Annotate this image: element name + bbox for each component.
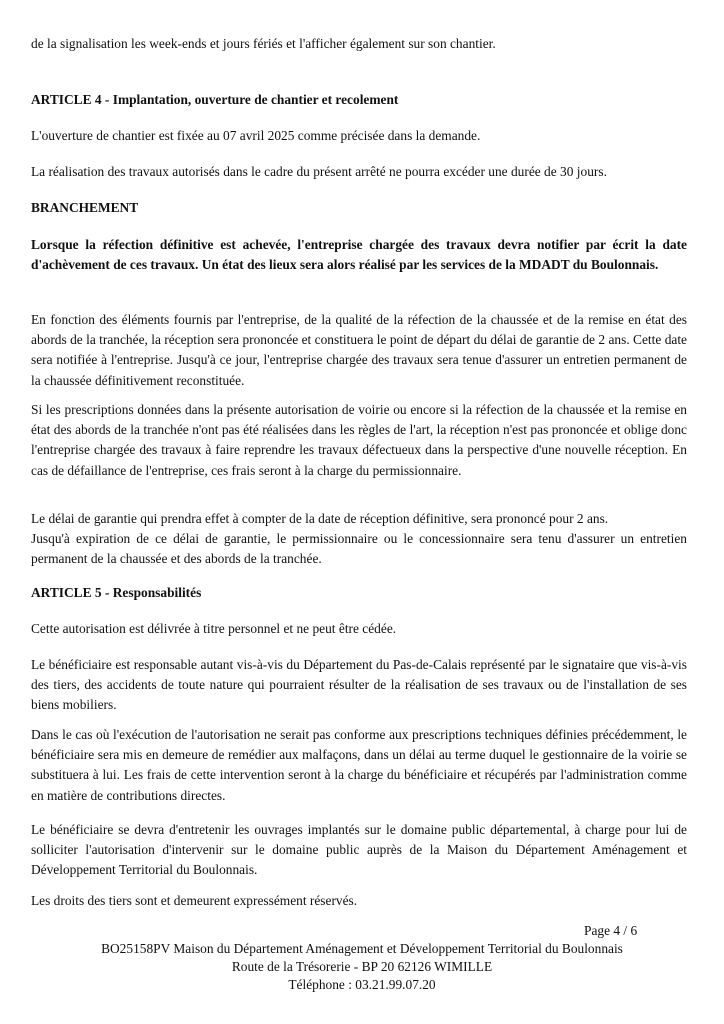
paragraph-execution-autorisation: Dans le cas où l'exécution de l'autorisation ne serait pas conforme aux prescriptions techniques définies précédemment, le bénéficiaire sera mis en demeure de remédier aux malfaçons, dans un délai au terme duquel le gestionnaire de la voirie se substituera à lui. Les frais de cette intervention seront à la charge du bénéficiaire et récupérés par l'administration comme en matière de contributions directes. [31,727,687,803]
footer-address-line-1: BO25158PV Maison du Département Aménagement et Développement Territorial du Boulonnais [101,941,623,956]
paragraph-elements-fournis: En fonction des éléments fournis par l'entreprise, de la qualité de la réfection de la chaussée et de la remise en état des abords de la tranchée, la réception sera prononcée et constituera le point de départ du délai de garantie de 2 ans. Cette date sera notifiée à l'entreprise. Jusqu'à ce jour, l'entreprise chargée des travaux sera tenue d'assurer un entretien permanent de la chaussée définitivement reconstituée. [31,312,687,388]
paragraph-refection-definitive: Lorsque la réfection définitive est achevée, l'entreprise chargée des travaux devra notifier par écrit la date d'achèvement de ces travaux. Un état des lieux sera alors réalisé par les services de la MDADT du Boulonnais. [31,237,687,273]
article-5-heading: ARTICLE 5 - Responsabilités [31,585,202,600]
page-number: Page 4 / 6 [584,923,638,938]
paragraph-beneficiaire-responsable: Le bénéficiaire est responsable autant vis-à-vis du Département du Pas-de-Calais représenté par le signataire que vis-à-vis des tiers, des accidents de toute nature qui pourraient résulter de la réalisation de ses travaux ou de l'installation de ses biens mobiliers. [31,657,687,713]
paragraph-ouverture-chantier: L'ouverture de chantier est fixée au 07 avril 2025 comme précisée dans la demande. [31,128,481,143]
paragraph-entretien-ouvrages: Le bénéficiaire se devra d'entretenir les ouvrages implantés sur le domaine public départemental, à charge pour lui de solliciter l'autorisation d'intervenir sur le domaine public auprès de la Maison du Département Aménagement et Développement Territorial du Boulonnais. [31,822,687,878]
branchement-heading: BRANCHEMENT [31,200,139,215]
paragraph-droits-tiers: Les droits des tiers sont et demeurent expressément réservés. [31,893,358,908]
paragraph-duree-travaux: La réalisation des travaux autorisés dans le cadre du présent arrêté ne pourra excéder une durée de 30 jours. [31,164,607,179]
footer-telephone: Téléphone : 03.21.99.07.20 [288,977,436,992]
footer-address-line-2: Route de la Trésorerie - BP 20 62126 WIMILLE [231,959,493,974]
paragraph-titre-personnel: Cette autorisation est délivrée à titre personnel et ne peut être cédée. [31,621,397,636]
paragraph-delai-garantie: Le délai de garantie qui prendra effet à compter de la date de réception définitive, sera prononcé pour 2 ans. [31,511,609,526]
paragraph-signalisation: de la signalisation les week-ends et jours fériés et l'afficher également sur son chantier. [31,36,496,51]
paragraph-expiration-delai: Jusqu'à expiration de ce délai de garantie, le permissionnaire ou le concessionnaire sera tenu d'assurer un entretien permanent de la chaussée et des abords de la tranchée. [31,531,687,567]
paragraph-prescriptions: Si les prescriptions données dans la présente autorisation de voirie ou encore si la réfection de la chaussée et la remise en état des abords de la tranchée n'ont pas été réalisées dans les règles de l'art, la réception n'est pas prononcée et oblige donc l'entreprise chargée des travaux à faire reprendre les travaux défectueux dans la perspective d'une nouvelle réception. En cas de défaillance de l'entreprise, ces frais seront à la charge du permissionnaire. [31,402,687,478]
article-4-heading: ARTICLE 4 - Implantation, ouverture de chantier et recolement [31,92,399,107]
